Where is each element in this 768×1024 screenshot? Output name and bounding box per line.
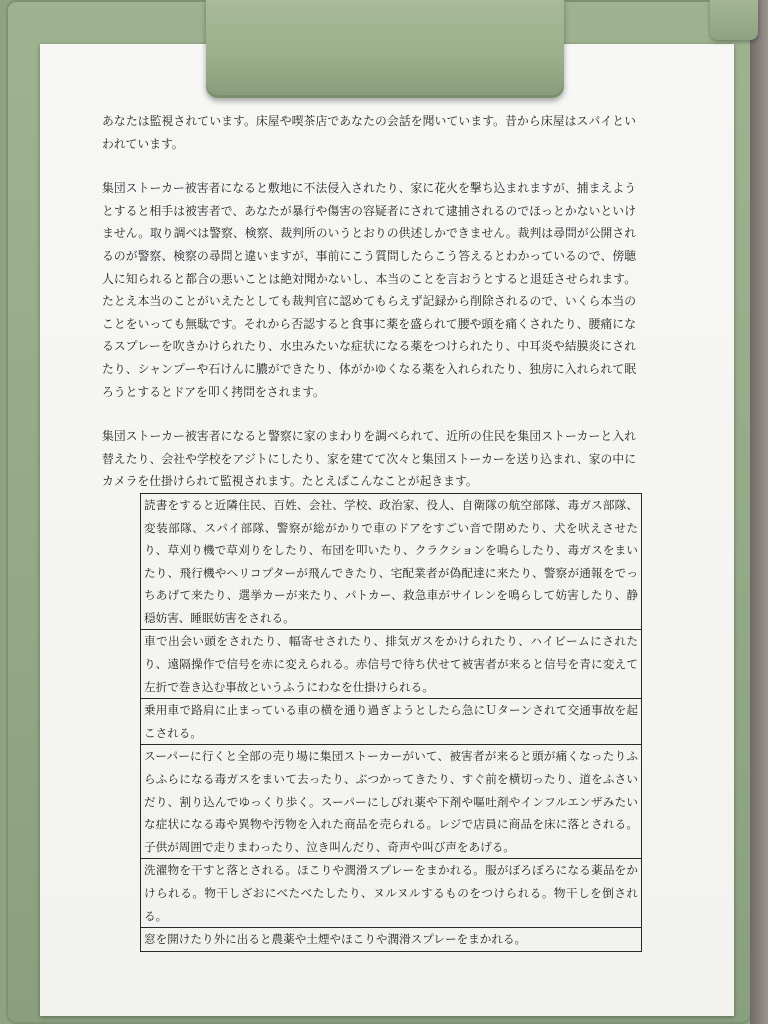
example-u-turn: 乗用車で路肩に止まっている車の横を通り過ぎようとしたら急にＵターンされて交通事故を起こされる。: [141, 699, 641, 745]
background-edge: [750, 0, 768, 1024]
example-supermarket: スーパーに行くと全部の売り場に集団ストーカーがいて、被害者が来ると頭が痛くなったりふらふらになる毒ガスをまいて去ったり、ぶつかってきたり、すぐ前を横切ったり、道をふさいだり、割り込んでゆっくり歩く。スーパーにしびれ薬や下剤や嘔吐剤やインフルエンザみたいな症状になる毒や異物や汚物を入れた商品を売られる。レジで店員に商品を床に落とされる。子供が周囲で走りまわったり、泣き叫んだり、奇声や叫び声をあげる。: [141, 745, 641, 859]
example-reading: 読書をすると近隣住民、百姓、会社、学校、政治家、役人、自衛隊の航空部隊、毒ガス部隊、変装部隊、スパイ部隊、警察が総がかりで車のドアをすごい音で閉めたり、犬を吠えさせたり、草刈り機で草刈りをしたり、布団を叩いたり、クラクションを鳴らしたり、毒ガスをまいたり、飛行機やヘリコプターが飛んできたり、宅配業者が偽配達に来たり、警察が通報をでっちあげて来たり、選挙カーが来たり、パトカー、救急車がサイレンを鳴らして妨害したり、静穏妨害、睡眠妨害をされる。: [141, 494, 641, 631]
document-body: [102, 110, 636, 952]
example-driving: 車で出会い頭をされたり、幅寄せされたり、排気ガスをかけられたり、ハイビームにされたり、遠隔操作で信号を赤に変えられる。赤信号で待ち伏せて被害者が来ると信号を青に変えて左折で巻き込む事故というふうにわなを仕掛けられる。: [141, 630, 641, 699]
clipboard-hook: [710, 0, 758, 40]
example-window: 窓を開けたり外に出ると農薬や土煙やほこりや潤滑スプレーをまかれる。: [141, 928, 641, 952]
examples-table: [140, 493, 642, 952]
clipboard-clip[interactable]: [206, 0, 564, 98]
paragraph-neighborhood: 集団ストーカー被害者になると警察に家のまわりを調べられて、近所の住民を集団ストーカーと入れ替えたり、会社や学校をアジトにしたり、家を建てて次々と集団ストーカーを送り込まれ、家の中にカメラを仕掛けられて監視されます。たとえばこんなことが起きます。: [102, 429, 636, 489]
example-laundry: 洗濯物を干すと落とされる。ほこりや潤滑スプレーをまかれる。服がぼろぼろになる薬品をかけられる。物干しざおにべたべたしたり、ヌルヌルするものをつけられる。物干しを倒される。: [141, 859, 641, 928]
paragraph-arrest: 集団ストーカー被害者になると敷地に不法侵入されたり、家に花火を撃ち込まれますが、捕まえようとすると相手は被害者で、あなたが暴行や傷害の容疑者にされて逮捕されるのでほっとかないといけません。取り調べは警察、検察、裁判所のいうとおりの供述しかできません。裁判は尋問が公開されるのが警察、検察の尋問と違いますが、事前にこう質問したらこう答えるとわかっているので、傍聴人に知られると都合の悪いことは絶対聞かないし、本当のことを言おうとすると退廷させられます。たとえ本当のことがいえたとしても裁判官に認めてもらえず記録から削除されるので、いくら本当のことをいっても無駄です。それから否認すると食事に薬を盛られて腰や頭を痛くされたり、腰痛になるスプレーを吹きかけられたり、水虫みたいな症状になる薬をつけられたり、中耳炎や結膜炎にされたり、シャンプーや石けんに膿ができたり、体がかゆくなる薬を入れられたり、独房に入れられて眠ろうとするとドアを叩く拷問をされます。: [102, 181, 636, 399]
paragraph-surveillance: あなたは監視されています。床屋や喫茶店であなたの会話を聞いています。昔から床屋はスパイといわれています。: [102, 114, 636, 151]
